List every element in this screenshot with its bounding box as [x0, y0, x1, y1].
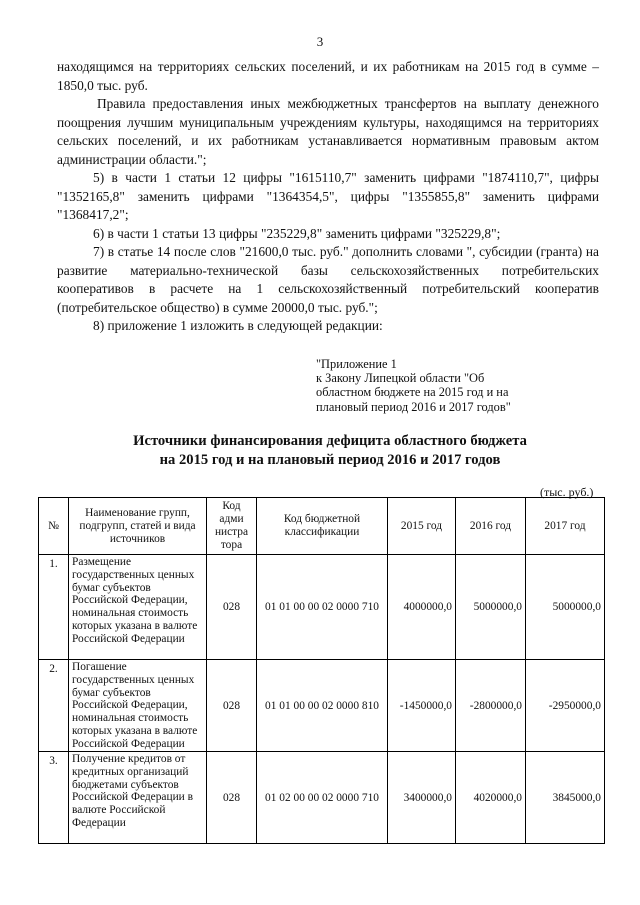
header-2015: 2015 год	[388, 498, 456, 555]
cell-2016: -2800000,0	[456, 660, 526, 752]
page-number: 3	[316, 34, 324, 49]
document-title	[60, 432, 600, 470]
table-row	[39, 660, 605, 752]
cell-2016: 5000000,0	[456, 555, 526, 660]
cell-2017: 5000000,0	[526, 555, 605, 660]
cell-code: 01 01 00 00 02 0000 710	[257, 555, 388, 660]
header-admin: Код адми нистра тора	[207, 498, 257, 555]
cell-admin: 028	[207, 752, 257, 844]
appendix-caption	[316, 357, 556, 414]
financing-table	[38, 497, 605, 844]
paragraph-2: Правила предоставления иных межбюджетных трансфертов на выплату денежного поощрения лучшим муниципальным учреждениям культуры, находящимся на территориях сельских поселений, и их работникам устанавливается нормативным правовым актом администрации области.";	[57, 96, 599, 167]
header-num: №	[39, 498, 69, 555]
header-2017: 2017 год	[526, 498, 605, 555]
title-line-2: на 2015 год и на плановый период 2016 и 2017 годов	[159, 452, 501, 468]
table-header-row	[39, 498, 605, 555]
table-row	[39, 555, 605, 660]
cell-num: 1.	[39, 555, 69, 660]
appendix-line: к Закону Липецкой области "Об	[316, 371, 485, 386]
cell-2015: 4000000,0	[388, 555, 456, 660]
cell-num: 3.	[39, 752, 69, 844]
cell-2016: 4020000,0	[456, 752, 526, 844]
cell-2015: -1450000,0	[388, 660, 456, 752]
cell-code: 01 02 00 00 02 0000 710	[257, 752, 388, 844]
cell-2017: 3845000,0	[526, 752, 605, 844]
cell-admin: 028	[207, 555, 257, 660]
table-row	[39, 752, 605, 844]
cell-num: 2.	[39, 660, 69, 752]
title-line-1: Источники финансирования дефицита областного бюджета	[133, 433, 527, 449]
cell-name: Погашение государственных ценных бумаг субъектов Российской Федерации, номинальная стоимость которых указана в валюте Российской Федерации	[69, 660, 207, 752]
header-code: Код бюджетной классификации	[257, 498, 388, 555]
appendix-line: "Приложение 1	[316, 357, 397, 371]
paragraph-6: 8) приложение 1 изложить в следующей редакции:	[93, 318, 383, 333]
cell-name: Получение кредитов от кредитных организаций бюджетами субъектов Российской Федерации в валюте Российской Федерации	[69, 752, 207, 844]
unit-label: (тыс. руб.)	[540, 485, 594, 499]
appendix-line: плановый период 2016 и 2017 годов"	[316, 399, 511, 414]
body-text	[57, 58, 599, 336]
cell-2015: 3400000,0	[388, 752, 456, 844]
paragraph-1: находящимся на территориях сельских поселений, и их работникам на 2015 год в сумме – 1850,0 тыс. руб.	[57, 59, 599, 93]
paragraph-3: 5) в части 1 статьи 12 цифры "1615110,7" заменить цифрами "1874110,7", цифры "1352165,8" заменить цифрами "1364354,5", цифры "1355855,8" заменить цифрами "1368417,2";	[57, 170, 599, 222]
header-2016: 2016 год	[456, 498, 526, 555]
header-name: Наименование групп, подгрупп, статей и вида источников	[69, 498, 207, 555]
cell-code: 01 01 00 00 02 0000 810	[257, 660, 388, 752]
appendix-line: областном бюджете на 2015 год и на	[316, 385, 509, 400]
paragraph-4: 6) в части 1 статьи 13 цифры "235229,8" заменить цифрами "325229,8";	[93, 225, 501, 241]
cell-name: Размещение государственных ценных бумаг субъектов Российской Федерации, номинальная стоимость которых указана в валюте Российской Федерации	[69, 555, 207, 660]
paragraph-5: 7) в статье 14 после слов "21600,0 тыс. руб." дополнить словами ", субсидии (гранта) на развитие материально-технической базы сельскохозяйственных потребительских кооперативов в расчете на 1 сельскохозяйственный потребительский кооператив (потребительское общество) в сумме 20000,0 тыс. руб.";	[57, 244, 599, 315]
cell-admin: 028	[207, 660, 257, 752]
cell-2017: -2950000,0	[526, 660, 605, 752]
